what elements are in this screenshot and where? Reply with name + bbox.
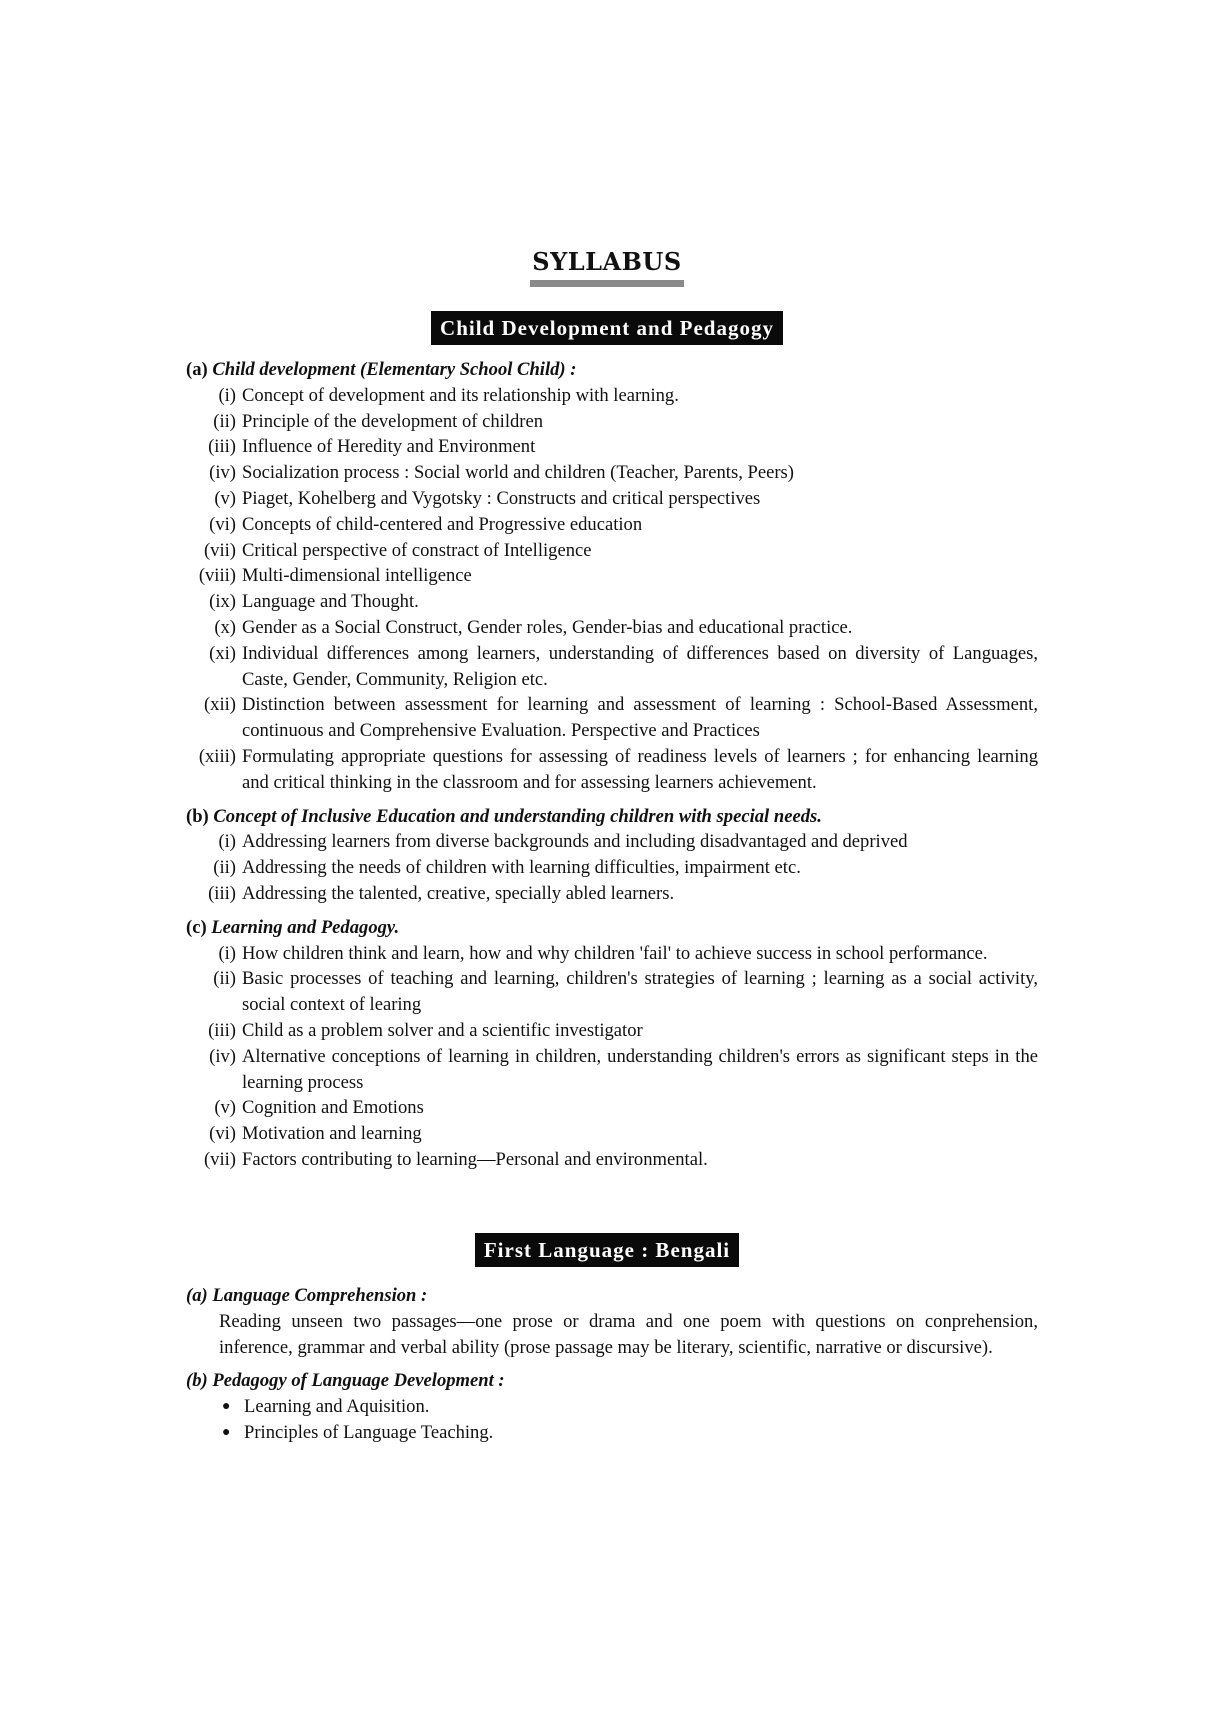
item-number: (v) xyxy=(214,487,236,509)
item-text: Addressing the talented, creative, specially abled learners. xyxy=(242,882,675,904)
item-number: (x) xyxy=(214,616,236,638)
list-item xyxy=(186,460,1038,486)
item-number: (i) xyxy=(218,384,236,406)
item-number: (vii) xyxy=(203,1148,236,1170)
section-first-language xyxy=(186,1279,1038,1446)
section-banner-first-language xyxy=(0,1233,1214,1267)
item-number: (v) xyxy=(214,1097,236,1119)
part-heading-text: Concept of Inclusive Education and understanding children with special needs. xyxy=(213,805,822,827)
part-label: (b) xyxy=(186,1370,208,1392)
item-number: (ii) xyxy=(213,410,236,432)
list-item xyxy=(186,1147,1038,1173)
item-text: Concept of development and its relationship with learning. xyxy=(242,384,679,406)
list-item xyxy=(186,1095,1038,1121)
part-label: (a) xyxy=(186,1285,208,1306)
list-item xyxy=(186,589,1038,615)
item-number: (xi) xyxy=(209,642,236,664)
bullet-dot-icon: ● xyxy=(222,1424,231,1440)
item-number: (ix) xyxy=(209,591,236,613)
item-text: How children think and learn, how and why children 'fail' to achieve success in school performance. xyxy=(242,942,988,964)
list-item xyxy=(186,383,1038,409)
part-heading-b xyxy=(186,804,1038,830)
list-item xyxy=(186,941,1038,967)
part-heading-text: Child development (Elementary School Child) : xyxy=(212,359,577,380)
item-text: Multi-dimensional intelligence xyxy=(242,565,472,587)
part-label: (b) xyxy=(186,805,209,827)
part-heading-text: Language Comprehension : xyxy=(212,1285,428,1306)
item-text: Alternative conceptions of learning in children, understanding children's errors as significant steps in the learning process xyxy=(242,1045,1038,1093)
item-text: Basic processes of teaching and learning, children's strategies of learning ; learning as a social activity, social context of learing xyxy=(242,968,1038,1016)
part-heading-text: Pedagogy of Language Development : xyxy=(212,1370,505,1392)
bullet-text: Principles of Language Teaching. xyxy=(244,1421,494,1443)
part-heading-text: Learning and Pedagogy. xyxy=(211,916,400,938)
item-number: (viii) xyxy=(198,565,236,587)
page-title xyxy=(0,248,1214,287)
item-number: (xiii) xyxy=(198,745,236,767)
item-text: Socialization process : Social world and children (Teacher, Parents, Peers) xyxy=(242,462,794,484)
item-text: Critical perspective of constract of Intelligence xyxy=(242,539,592,561)
item-text: Distinction between assessment for learning and assessment of learning : School-Based Assessment, continuous and Comprehensive Evaluation. Perspective and Practices xyxy=(242,694,1038,742)
item-text: Gender as a Social Construct, Gender roles, Gender-bias and educational practice. xyxy=(242,616,853,638)
bullet-dot-icon: ● xyxy=(222,1399,231,1415)
item-number: (i) xyxy=(218,831,236,853)
part-label: (c) xyxy=(186,916,207,938)
list-item xyxy=(186,966,1038,1018)
part-heading-b xyxy=(186,1368,1038,1394)
item-number: (ii) xyxy=(213,857,236,879)
list-item xyxy=(186,538,1038,564)
item-text: Concepts of child-centered and Progressive education xyxy=(242,513,643,535)
item-text: Addressing learners from diverse backgrounds and including disadvantaged and deprived xyxy=(242,831,908,853)
list-item xyxy=(186,641,1038,693)
item-number: (vi) xyxy=(209,513,236,535)
item-number: (iv) xyxy=(209,462,236,484)
item-text: Piaget, Kohelberg and Vygotsky : Constructs and critical perspectives xyxy=(242,487,761,509)
page-title-text: SYLLABUS xyxy=(530,248,683,287)
bullet-text: Learning and Aquisition. xyxy=(244,1396,430,1418)
item-number: (iii) xyxy=(208,882,236,904)
section-child-development xyxy=(186,353,1038,1173)
section-banner-child-development xyxy=(0,311,1214,345)
list-item xyxy=(186,1121,1038,1147)
list-item xyxy=(186,512,1038,538)
list-item xyxy=(186,1018,1038,1044)
item-number: (iii) xyxy=(208,1019,236,1041)
item-text: Addressing the needs of children with learning difficulties, impairment etc. xyxy=(242,857,801,879)
part-label: (a) xyxy=(186,359,208,380)
item-text: Motivation and learning xyxy=(242,1123,422,1145)
item-text: Child as a problem solver and a scientific investigator xyxy=(242,1019,643,1041)
list-item xyxy=(186,409,1038,435)
part-heading-c xyxy=(186,915,1038,941)
item-number: (iii) xyxy=(208,436,236,458)
item-text: Language and Thought. xyxy=(242,591,419,613)
list-item xyxy=(186,881,1038,907)
item-text: Principle of the development of children xyxy=(242,410,544,432)
list-item xyxy=(186,692,1038,744)
item-text: Influence of Heredity and Environment xyxy=(242,436,536,458)
item-text: Cognition and Emotions xyxy=(242,1097,424,1119)
item-text: Individual differences among learners, understanding of differences based on diversity of Languages, Caste, Gender, Community, Religion etc. xyxy=(242,642,1038,690)
item-number: (iv) xyxy=(209,1045,236,1067)
part-heading-a xyxy=(186,1283,1038,1309)
item-text: Factors contributing to learning—Personal and environmental. xyxy=(242,1148,708,1170)
section-banner-text: First Language : Bengali xyxy=(475,1233,739,1267)
list-item xyxy=(186,744,1038,796)
item-number: (vi) xyxy=(209,1123,236,1145)
list-item xyxy=(186,1044,1038,1096)
item-number: (i) xyxy=(218,942,236,964)
item-text: Formulating appropriate questions for assessing of readiness levels of learners ; for enhancing learning and critical thinking in the classroom and for assessing learners achievement. xyxy=(242,745,1038,793)
list-item xyxy=(186,486,1038,512)
part-heading-a xyxy=(186,357,1038,383)
list-item xyxy=(186,434,1038,460)
item-number: (xii) xyxy=(203,694,236,716)
section-banner-text: Child Development and Pedagogy xyxy=(431,311,783,345)
bullet-item xyxy=(222,1420,1038,1446)
item-number: (ii) xyxy=(213,968,236,990)
list-item xyxy=(186,615,1038,641)
paragraph: Reading unseen two passages—one prose or drama and one poem with questions on conprehension, inference, grammar and verbal ability (prose passage may be literary, scientific, narrative or discursive). xyxy=(219,1310,1038,1358)
list-item xyxy=(186,829,1038,855)
item-number: (vii) xyxy=(203,539,236,561)
bullet-item xyxy=(222,1394,1038,1420)
list-item xyxy=(186,855,1038,881)
list-item xyxy=(186,563,1038,589)
